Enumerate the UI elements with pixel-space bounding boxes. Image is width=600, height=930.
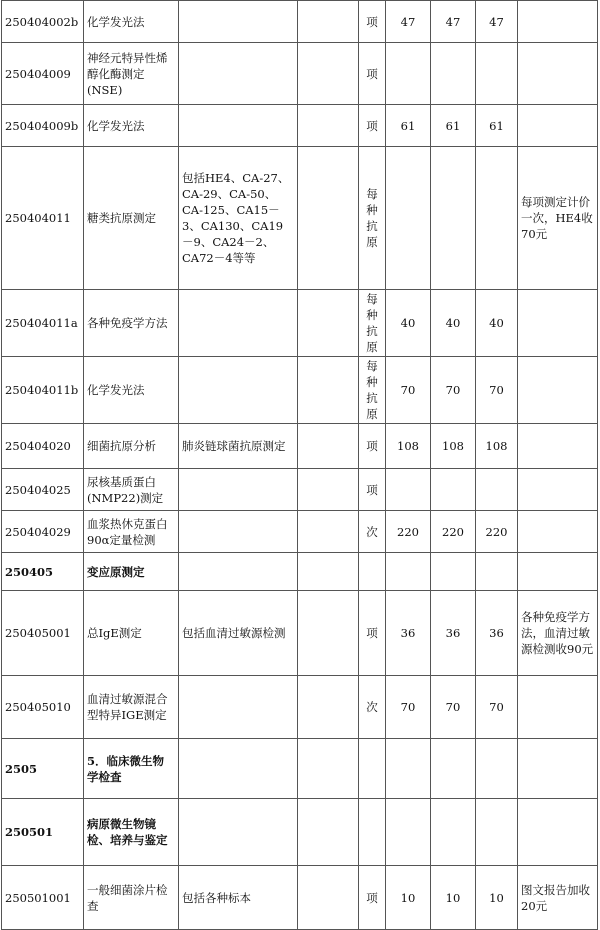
price-level-1	[386, 469, 431, 511]
price-level-1: 61	[386, 105, 431, 147]
item-name: 各种免疫学方法	[84, 290, 179, 357]
item-unit: 次	[359, 676, 386, 739]
table-row-section	[2, 553, 598, 591]
excluded-content	[298, 591, 359, 676]
price-level-3: 70	[476, 357, 518, 424]
excluded-content	[298, 511, 359, 553]
price-level-2: 61	[431, 105, 476, 147]
item-note	[518, 469, 598, 511]
excluded-content	[298, 866, 359, 930]
price-level-2	[431, 469, 476, 511]
item-unit: 次	[359, 511, 386, 553]
price-level-3: 108	[476, 424, 518, 469]
excluded-content	[298, 739, 359, 799]
item-note	[518, 511, 598, 553]
table-row	[2, 591, 598, 676]
item-code: 250404029	[2, 511, 84, 553]
item-unit	[359, 553, 386, 591]
excluded-content	[298, 1, 359, 43]
item-content	[179, 357, 298, 424]
item-content	[179, 799, 298, 866]
item-unit: 项	[359, 105, 386, 147]
item-content	[179, 1, 298, 43]
price-level-3	[476, 553, 518, 591]
item-content: 包括HE4、CA-27、CA-29、CA-50、CA-125、CA15－3、CA130、CA19－9、CA24－2、CA72－4等等	[179, 147, 298, 290]
price-level-1	[386, 147, 431, 290]
item-note: 图文报告加收20元	[518, 866, 598, 930]
item-code: 250404025	[2, 469, 84, 511]
item-code: 250404011b	[2, 357, 84, 424]
item-note	[518, 799, 598, 866]
table-row-section	[2, 739, 598, 799]
table-row-section	[2, 799, 598, 866]
price-level-2: 108	[431, 424, 476, 469]
item-content	[179, 105, 298, 147]
section-name: 变应原测定	[84, 553, 179, 591]
table-row	[2, 469, 598, 511]
excluded-content	[298, 424, 359, 469]
item-name: 神经元特异性烯醇化酶测定(NSE)	[84, 43, 179, 105]
price-level-2	[431, 147, 476, 290]
item-content: 肺炎链球菌抗原测定	[179, 424, 298, 469]
price-level-2	[431, 799, 476, 866]
table-row	[2, 424, 598, 469]
price-level-3: 36	[476, 591, 518, 676]
item-code: 250405001	[2, 591, 84, 676]
item-unit: 项	[359, 43, 386, 105]
price-level-3: 10	[476, 866, 518, 930]
item-code: 250404020	[2, 424, 84, 469]
item-name: 化学发光法	[84, 357, 179, 424]
item-unit: 项	[359, 866, 386, 930]
excluded-content	[298, 676, 359, 739]
item-code: 250405010	[2, 676, 84, 739]
price-level-2: 10	[431, 866, 476, 930]
price-level-3	[476, 43, 518, 105]
item-note	[518, 357, 598, 424]
price-level-1: 47	[386, 1, 431, 43]
price-level-1: 10	[386, 866, 431, 930]
item-content	[179, 43, 298, 105]
price-level-3: 47	[476, 1, 518, 43]
fee-table	[1, 0, 598, 930]
item-unit	[359, 739, 386, 799]
price-level-3	[476, 469, 518, 511]
excluded-content	[298, 357, 359, 424]
section-name: 5．临床微生物学检查	[84, 739, 179, 799]
table-row	[2, 511, 598, 553]
item-note: 每项测定计价一次，HE4收70元	[518, 147, 598, 290]
excluded-content	[298, 799, 359, 866]
item-note	[518, 676, 598, 739]
item-unit: 项	[359, 591, 386, 676]
price-level-1: 70	[386, 676, 431, 739]
price-level-1: 40	[386, 290, 431, 357]
item-note: 各种免疫学方法，血清过敏源检测收90元	[518, 591, 598, 676]
table-row	[2, 357, 598, 424]
item-unit: 每种抗原	[359, 147, 386, 290]
section-name: 病原微生物镜检、培养与鉴定	[84, 799, 179, 866]
item-name: 血清过敏源混合型特异IGE测定	[84, 676, 179, 739]
item-note	[518, 739, 598, 799]
item-unit: 每种抗原	[359, 290, 386, 357]
price-level-1: 36	[386, 591, 431, 676]
item-code: 250404009b	[2, 105, 84, 147]
excluded-content	[298, 147, 359, 290]
price-level-2	[431, 43, 476, 105]
price-level-3: 70	[476, 676, 518, 739]
price-level-1	[386, 43, 431, 105]
price-level-2: 70	[431, 676, 476, 739]
item-name: 血浆热休克蛋白90α定量检测	[84, 511, 179, 553]
table-row	[2, 105, 598, 147]
table-row	[2, 43, 598, 105]
price-level-2: 70	[431, 357, 476, 424]
item-name: 尿核基质蛋白(NMP22)测定	[84, 469, 179, 511]
item-unit: 每种抗原	[359, 357, 386, 424]
table-row	[2, 1, 598, 43]
item-note	[518, 1, 598, 43]
price-level-3	[476, 147, 518, 290]
item-content: 包括血清过敏源检测	[179, 591, 298, 676]
item-name: 化学发光法	[84, 1, 179, 43]
price-level-1	[386, 799, 431, 866]
excluded-content	[298, 105, 359, 147]
price-level-1: 70	[386, 357, 431, 424]
price-level-3: 61	[476, 105, 518, 147]
item-content	[179, 469, 298, 511]
item-note	[518, 424, 598, 469]
item-note	[518, 43, 598, 105]
item-code: 250501001	[2, 866, 84, 930]
price-level-1: 108	[386, 424, 431, 469]
price-level-3	[476, 799, 518, 866]
item-content	[179, 739, 298, 799]
table-row	[2, 866, 598, 930]
excluded-content	[298, 469, 359, 511]
item-content	[179, 553, 298, 591]
item-unit	[359, 799, 386, 866]
item-name: 总IgE测定	[84, 591, 179, 676]
item-name: 糖类抗原测定	[84, 147, 179, 290]
item-content	[179, 511, 298, 553]
item-content: 包括各种标本	[179, 866, 298, 930]
price-level-2	[431, 553, 476, 591]
item-name: 化学发光法	[84, 105, 179, 147]
excluded-content	[298, 43, 359, 105]
price-level-1	[386, 553, 431, 591]
item-note	[518, 105, 598, 147]
price-level-3: 220	[476, 511, 518, 553]
item-note	[518, 290, 598, 357]
price-level-3: 40	[476, 290, 518, 357]
price-level-1: 220	[386, 511, 431, 553]
item-unit: 项	[359, 424, 386, 469]
excluded-content	[298, 290, 359, 357]
price-level-2: 36	[431, 591, 476, 676]
table-row	[2, 290, 598, 357]
section-code: 2505	[2, 739, 84, 799]
item-unit: 项	[359, 469, 386, 511]
item-code: 250404011	[2, 147, 84, 290]
item-content	[179, 290, 298, 357]
price-level-1	[386, 739, 431, 799]
section-code: 250501	[2, 799, 84, 866]
item-unit: 项	[359, 1, 386, 43]
item-code: 250404009	[2, 43, 84, 105]
section-code: 250405	[2, 553, 84, 591]
item-name: 一般细菌涂片检查	[84, 866, 179, 930]
table-row	[2, 676, 598, 739]
item-content	[179, 676, 298, 739]
item-code: 250404011a	[2, 290, 84, 357]
price-level-3	[476, 739, 518, 799]
table-row	[2, 147, 598, 290]
excluded-content	[298, 553, 359, 591]
item-note	[518, 553, 598, 591]
item-code: 250404002b	[2, 1, 84, 43]
price-level-2	[431, 739, 476, 799]
item-name: 细菌抗原分析	[84, 424, 179, 469]
price-level-2: 47	[431, 1, 476, 43]
price-level-2: 220	[431, 511, 476, 553]
price-level-2: 40	[431, 290, 476, 357]
